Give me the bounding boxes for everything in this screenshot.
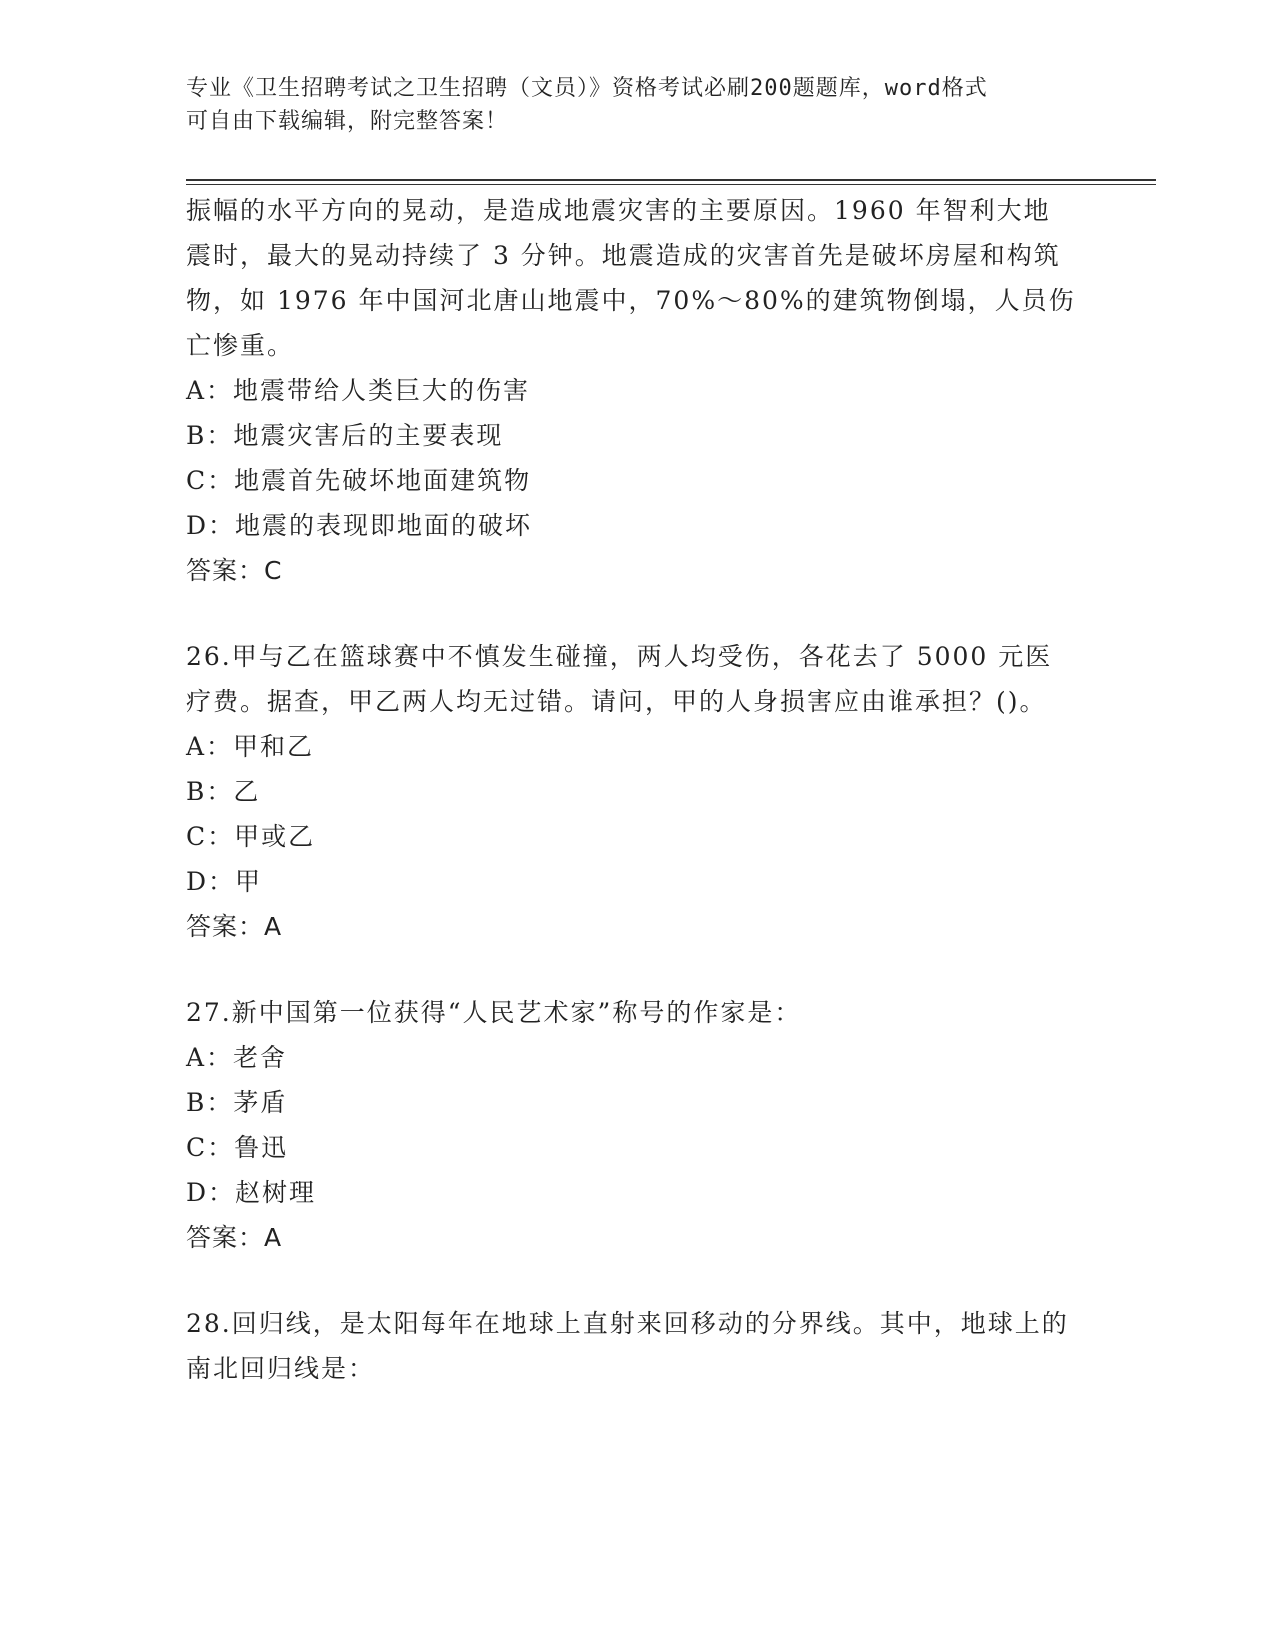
document-header	[186, 72, 1066, 138]
answer: 答案：C	[186, 556, 283, 585]
question-content	[186, 188, 1076, 1391]
question-27-stem: 27.新中国第一位获得“人民艺术家”称号的作家是：	[186, 998, 802, 1027]
option-b: B：茅盾	[186, 1088, 288, 1117]
option-b: B：乙	[186, 777, 261, 806]
option-c: C：地震首先破坏地面建筑物	[186, 466, 532, 495]
question-26-stem: 26.甲与乙在篮球赛中不慎发生碰撞，两人均受伤，各花去了 5000 元医疗费。据查，甲乙两人均无过错。请问，甲的人身损害应由谁承担？()。	[186, 642, 1053, 716]
header-divider-thin	[186, 184, 1156, 185]
spacer	[186, 1260, 1076, 1301]
option-c: C：甲或乙	[186, 822, 316, 851]
header-line-1: 专业《卫生招聘考试之卫生招聘（文员）》资格考试必刷200题题库，word格式	[186, 76, 988, 101]
option-d: D：甲	[186, 867, 263, 896]
answer: 答案：A	[186, 912, 283, 941]
question-28-stem: 28.回归线，是太阳每年在地球上直射来回移动的分界线。其中，地球上的南北回归线是：	[186, 1309, 1069, 1383]
option-a: A：甲和乙	[186, 732, 315, 761]
option-d: D：地震的表现即地面的破坏	[186, 511, 533, 540]
answer: 答案：A	[186, 1223, 283, 1252]
option-a: A：地震带给人类巨大的伤害	[186, 376, 531, 405]
spacer	[186, 593, 1076, 634]
option-c: C：鲁迅	[186, 1133, 289, 1162]
header-line-2: 可自由下载编辑，附完整答案！	[186, 109, 509, 134]
question-25-continued-text: 振幅的水平方向的晃动，是造成地震灾害的主要原因。1960 年智利大地震时，最大的晃动持续了 3 分钟。地震造成的灾害首先是破坏房屋和构筑物，如 1976 年中国河北唐山地震中，70%～80%的建筑物倒塌，人员伤亡惨重。	[186, 196, 1076, 360]
option-b: B：地震灾害后的主要表现	[186, 421, 504, 450]
option-d: D：赵树理	[186, 1178, 317, 1207]
spacer	[186, 949, 1076, 990]
option-a: A：老舍	[186, 1043, 288, 1072]
header-divider-thick	[186, 179, 1156, 181]
